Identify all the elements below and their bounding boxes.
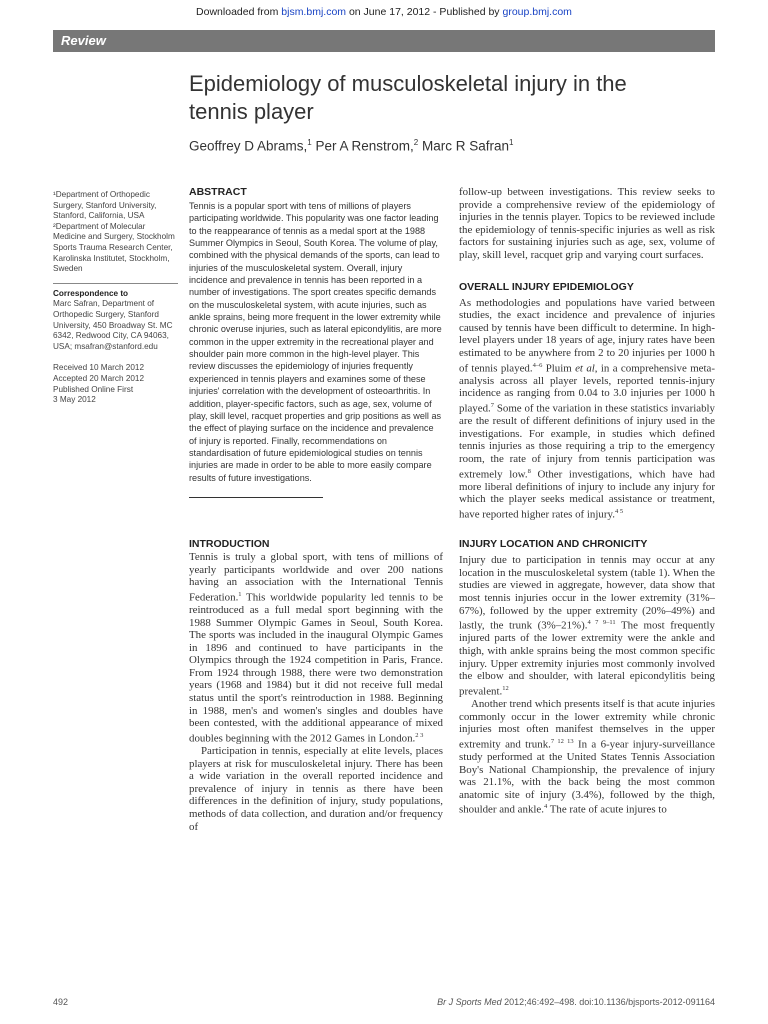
location-p2-text-c: The rate of acute injures to: [547, 803, 667, 816]
author-3: Marc R Safran: [418, 138, 510, 154]
main-column-left: [189, 186, 443, 833]
overall-text-3: , in a comprehensive meta-analysis across all player levels, reported tennis-injury incidence as ranging from 0.04 to 3.0 injuries per 1000 h played.: [459, 362, 715, 415]
intro-ref-1: 1: [238, 590, 242, 598]
author-1-aff: 1: [307, 138, 312, 147]
date-published-label: Published Online First: [53, 384, 134, 394]
group-bmj-link[interactable]: group.bmj.com: [502, 6, 572, 18]
date-published: 3 May 2012: [53, 395, 96, 405]
location-paragraph-2: [459, 698, 715, 817]
author-2-aff: 2: [413, 138, 419, 147]
citation-text: 2012;46:492–498. doi:10.1136/bjsports-2012-091164: [501, 997, 715, 1007]
bjsm-link[interactable]: bjsm.bmj.com: [281, 6, 347, 18]
abstract-heading: ABSTRACT: [189, 186, 247, 198]
correspondence-heading: Correspondence to: [53, 288, 129, 298]
overall-etal: et al: [575, 362, 595, 375]
author-3-aff: 1: [509, 138, 514, 147]
article-title: Epidemiology of musculoskeletal injury in the tennis player: [189, 71, 627, 124]
affiliation-2: ²Department of Molecular Medicine and Surgery, Stockholm Sports Trauma Research Center, Karolinska Institutet, Stockholm, Sweden: [53, 221, 175, 274]
intro-heading: INTRODUCTION: [189, 537, 270, 550]
sidebar-divider: [53, 283, 178, 284]
overall-heading: OVERALL INJURY EPIDEMIOLOGY: [459, 280, 634, 293]
location-p2-ref-1: 7 12 13: [550, 737, 574, 745]
download-prefix: Downloaded from: [196, 6, 282, 18]
location-p2-ref-2: 4: [543, 803, 548, 811]
section-label: Review: [61, 33, 106, 48]
author-2: Per A Renstrom,: [311, 138, 414, 154]
intro-continued: follow-up between investigations. This review seeks to provide a comprehensive review of the epidemiology of injuries in the tennis player. Topics to be reviewed include the epidemiology of tennis-specific injuries as well as risk factors for sustaining injuries such as age, sex, volume of play, skill level, racquet grip and varying court surfaces.: [459, 186, 715, 261]
intro-p1-text-a: Tennis is truly a global sport, with tens of millions of yearly participants worldwide and over 200 nations having an association with the International Tennis Federation.: [189, 550, 443, 604]
location-ref-1: 4 7 9–11: [587, 619, 616, 627]
overall-paragraph: [459, 297, 715, 522]
date-accepted: Accepted 20 March 2012: [53, 373, 145, 383]
download-mid: on June 17, 2012 - Published by: [346, 6, 503, 18]
location-text-1: Injury due to participation in tennis may occur at any location in the musculoskeletal system (table 1). When the studies are viewed in aggregate, however, data show that most tennis injuries occur in the lower extremity (31%–67%), followed by the upper extremity (20%–49%) and lastly, the trunk (3%–21%).: [459, 554, 715, 632]
location-ref-2: 12: [502, 684, 509, 692]
affiliations-sidebar: [53, 190, 178, 406]
correspondence-text: Marc Safran, Department of Orthopedic Surgery, Stanford University, 450 Broadway St. MC 6342, Redwood City, CA 94063, USA; msafran@stanford.edu: [53, 299, 173, 351]
overall-text-4: Some of the variation in these statistics invariably are the result of different definitions of injury used in the investigations. For example, in studies which defined tennis injuries as those requiring a trip to the emergency room, the rate of injury from tennis participation was extremely low.: [459, 402, 715, 481]
location-p2-text-b: In a 6-year injury-surveillance study performed at the United States Tennis Association Boy's National Championship, the prevalence of injury was 21.1%, with the back being the most common anatomic site of injury (3.4%), followed by the thigh, shoulder and ankle.: [459, 738, 715, 816]
overall-text-1: As methodologies and populations have varied between studies, the exact incidence and prevalence of injuries caused by tennis have been difficult to determine. In high-level players under 18 years of age, injury rates have been estimated to be anywhere from 2 to 20 injuries per 1000 h of tennis played.: [459, 296, 715, 375]
overall-text-5: Other investigations, which have had more liberal definitions of injury to include any injury for which the player seeks medical assistance or treatment, have reported higher rates of injury.: [459, 468, 716, 521]
intro-p1-text-b: This worldwide popularity led tennis to be reintroduced as a full medal sport beginning with the 1988 Summer Olympic Games in Seoul, South Korea. The sports was included in the inaugural Olympic Games in 1896 and continued to have participants in the Olympics through the 1924 competition in Paris, France. From 1924 through 1988, there were two demonstration years (1968 and 1984) but it did not receive full medal status until the sport's reintroduction in 1988. Beginning in 1988, men's and women's singles and doubles have been contested, with the additional appearance of mixed doubles beginning with the 2012 Games in London.: [189, 591, 443, 745]
overall-ref-1: 4–6: [532, 361, 543, 369]
journal-citation: [437, 997, 715, 1007]
intro-paragraph-1: [189, 551, 443, 745]
overall-ref-3: 8: [527, 467, 531, 475]
location-p2-text-a: Another trend which presents itself is that acute injuries commonly occur in the lower extremity while chronic injuries most often manifest themselves in the upper extremity and trunk.: [459, 697, 715, 751]
section-banner: [53, 30, 715, 52]
date-received: Received 10 March 2012: [53, 363, 145, 373]
download-notice: [0, 6, 768, 18]
intro-ref-2: 2 3: [415, 731, 424, 739]
overall-ref-2: 7: [490, 401, 495, 409]
abstract-divider: [189, 497, 323, 498]
journal-name: Br J Sports Med: [437, 997, 502, 1007]
location-heading: INJURY LOCATION AND CHRONICITY: [459, 538, 648, 551]
location-text-2: The most frequently injured parts of the lower extremity were the ankle and thigh, with ankle sprains being the most common specific injury. Upper extremity injuries most commonly involved the elbow and shoulder, with lateral epicondylitis being prevalent.: [459, 619, 715, 698]
location-paragraph-1: [459, 554, 715, 698]
abstract-text: Tennis is a popular sport with tens of millions of players participating worldwide. This popularity was one factor leading to the reappearance of tennis as a medal sport at the 1988 Summer Olympics in Seoul, South Korea. The volume of play, combined with the physical demands of the sports, can lead to injuries of the musculoskeletal system. Overall, injury incidence and prevalence in tennis has been reported in a number of investigations. The sport creates specific demands on the musculoskeletal system, with acute injuries, such as ankle sprains, being more frequent in the lower extremity while chronic overuse injuries, such as lateral epicondylitis, are more common in the upper extremity in the recreational player and shoulder pain more common in the high-level player. This review discusses the epidemiology of injuries frequently experienced in tennis players and examines some of these injuries' correlation with the development of osteoarthritis. In addition, player-specific factors, such as age, sex, volume of play, skill level, racquet properties and grip positions as well as the effect of playing surface on the incidence and prevalence of injury is reported. Finally, recommendations on standardisation of future epidemiological studies on tennis injuries are made in order to be able to more easily compare results of future investigations.: [189, 201, 442, 483]
main-column-right: [459, 186, 715, 817]
page-number: 492: [53, 997, 69, 1007]
affiliation-1: ¹Department of Orthopedic Surgery, Stanford University, Stanford, California, USA: [53, 190, 157, 221]
author-1: Geoffrey D Abrams,: [189, 138, 308, 154]
author-list: [189, 138, 513, 154]
overall-text-2: Pluim: [542, 362, 576, 375]
intro-paragraph-2: Participation in tennis, especially at elite levels, places players at risk for musculoskeletal injury. There has been a wide variation in the overall reported incidence and prevalence of injury in tennis as there have been differences in the definition of injury, study populations, methods of data collection, and duration and/or frequency of: [189, 745, 443, 833]
overall-ref-4: 4 5: [614, 507, 624, 515]
